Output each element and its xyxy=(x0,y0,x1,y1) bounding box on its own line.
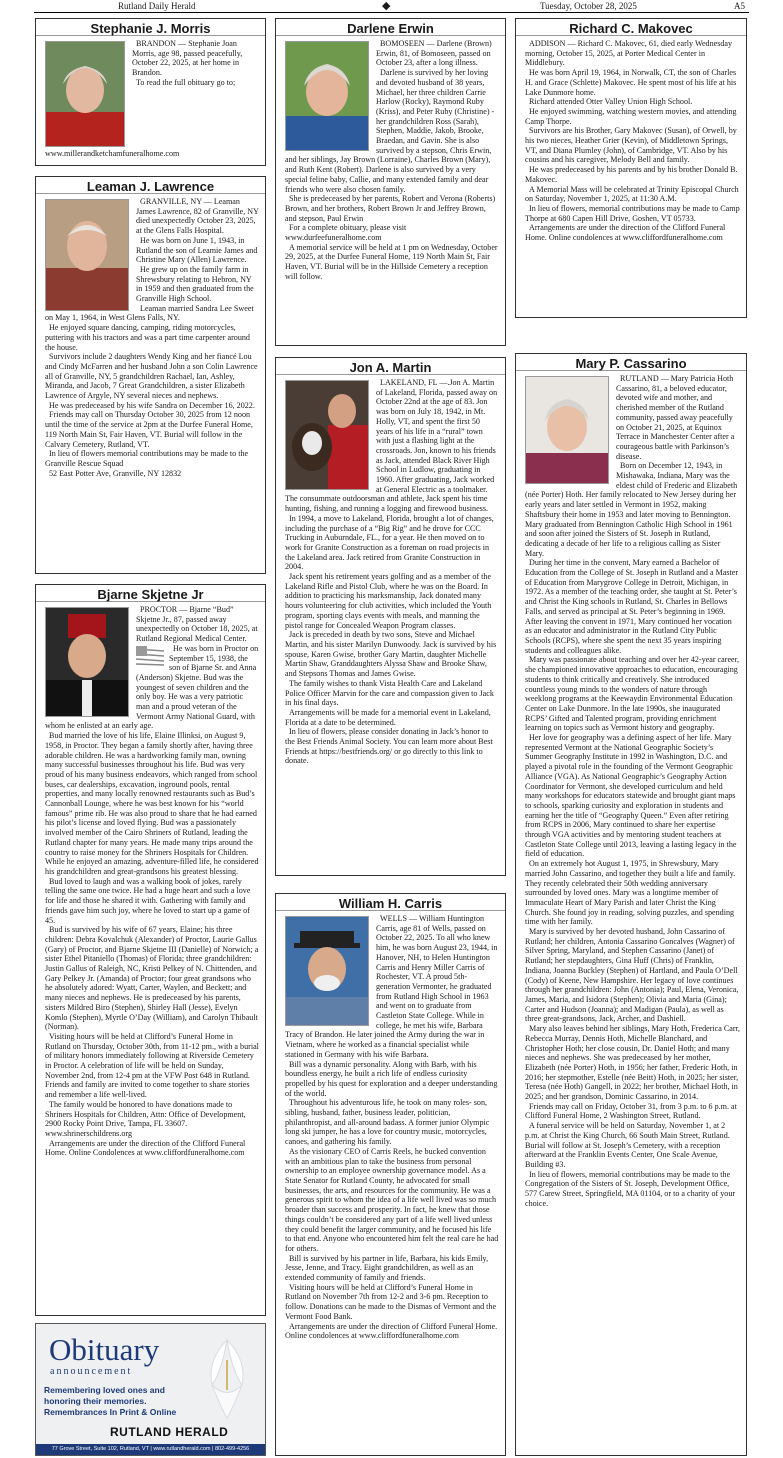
obit-paragraph: In lieu of flowers, memorial contributions may be made to Camp Thorpe at 680 Capen Hill Drive, Goshen, VT 05733. xyxy=(525,203,740,223)
obit-paragraph: Leaman married Sandra Lee Sweet on May 1, 1964, in West Glens Falls, NY. xyxy=(45,303,254,323)
obit-cassarino xyxy=(515,353,747,1456)
obit-paragraph: He was predeceased by his wife Sandra on December 16, 2022. xyxy=(49,400,255,410)
obit-title: Jon A. Martin xyxy=(276,358,505,375)
lily-flower-icon xyxy=(192,1330,262,1422)
obit-title: Bjarne Skjetne Jr xyxy=(36,585,265,602)
portrait-photo xyxy=(525,376,609,484)
portrait-photo xyxy=(285,916,369,1026)
obit-paragraph: In lieu of flowers, please consider donating in Jack’s honor to the Best Friends Animal Society. You can learn more about Best Friends at https://bestfriends.org/ or go directly to this link to donate. xyxy=(285,727,493,766)
obit-paragraph: Visiting hours will be held at Clifford’s Funeral Home in Rutland on Thursday, October 30th, from 11-12 pm., with a burial of military honors immediately following at Riverside Cemetery in Proctor. A celebration of life will be held on Sunday, November 2nd, from 12-4 pm at the VFW Post 648 in Rutland. Friends and family are invited to come together to share stories and remember a life well-lived. xyxy=(45,1031,259,1100)
obit-paragraph: Bud married the love of his life, Elaine Illinksi, on August 9, 1958, in Proctor. They began a family shortly after, having three adorable children. He was a hardworking family man, owning many successful businesses throughout his life. Bud was very proud of his many business endeavors, which ranged from school buses, car dealerships, excavation, inground pools, rental properties, and many locally renowned restaurants such as Bud’s Cannonball Lounge, where he was best known for his “world famous” prime rib. He was also proud to share that he had earned his pilot’s license and loved flying. Bud was a passionately involved member of the Cairo Shriners of Rutland, leading the Rutland chapter for many years. He made many trips around the country to raise money for the Shriners Hospitals for Children. While he enjoyed an amazing, adventure-filled life, he considered his grandchildren and great-grandsons his greatest blessing. xyxy=(45,731,259,876)
obit-paragraph: Survivors include 2 daughters Wendy King and her fiancé Lou and Cindy McFarren and her husband John a son Colin Lawrence all of Granville, NY, 5 grandchildren Rachael, Ian, Ashley, Miranda, and Jacob, 7 Great Grandchildren, a sister Elizabeth Lawrence of Argyle, NY several nieces and nephews. xyxy=(45,352,258,401)
obituary-announcement-ad[interactable] xyxy=(35,1323,266,1456)
obit-paragraph: Bill was a dynamic personality. Along with Barb, with his boundless energy, he built a rich life of endless curiosity propelled by his quest for exploration and a deeper understanding of the world. xyxy=(285,1059,498,1098)
obit-paragraph: Darlene is survived by her loving and devoted husband of 38 years, Michael, her three children Carrie Harlow (Rocky), Raymond Ruby (Kriss), and Peter Ruby (Christine) - her grandchildren Ross (Sarah), Stephen, Maddie, Jakob, Brooke, Braedan, and Gavin. She is also survived by a stepson, Chris Erwin, and her siblings, Jay Brown (Lorraine), Charles Brown (Mary), and Ruth Kent (Robert). Darlene is also survived by a very special feline baby, Callie, and many extended family and dear friends who were also chosen family. xyxy=(285,68,495,194)
obit-paragraph: On an extremely hot August 1, 1975, in Shrewsbury, Mary married John Cassarino, and together they built a life and family. They recently celebrated their 50th wedding anniversary surrounded by loved ones. Mary was a longtime member of Immaculate Heart of Mary Parish and later Christ the King Church. She found joy in reading, solving puzzles, and spending time with her family. xyxy=(525,859,736,927)
obit-paragraph: Mary is survived by her devoted husband, John Cassarino of Rutland; her children, Antonia Cassarino Goncalves (Wagner) of Silver Spring, Maryland, and Stephen Cassarino (Janet) of Rutland; her stepdaughters, Gina Huff (Chris) of Franklin, Indiana, Joanna Buckley (Stephen) of Hartland, and Paula O’Dell (Cody) of Keene, New Hampshire. Her legacy of love continues through her grandchildren: John (Antonia); Paul, Elena, Veronica, James, Maria, and Isidora (Stephen); Olivia and Maria (Gina); Carter and Hudson (Joanna); and Madigan (Paula), as well as three great-grandsons, Jack, Archer, and Dashiell. xyxy=(525,927,739,1024)
obit-paragraph: Bud loved to laugh and was a walking book of jokes, rarely telling the same one twice. He had a huge heart and such a love for life and those he shared it with. Gathering with family and friends gave him such joy, where he loved to start up a game of 45. xyxy=(45,876,251,925)
obit-paragraph: Bud is survived by his wife of 67 years, Elaine; his three children: Debra Kovalchuk (Alexander) of Proctor, Laurie Gallus (Gary) of Proctor, and Bjarne Skjetne III (Danielle) of Norwich; a sister Ethel Pitaniello (Thomas) of Florida; three grandchildren: Justin Gallus of Raleigh, NC, Kristi Pelkey of N. Chittenden, and Gary Pelkey Jr. (Amanda) of Proctor; four great grandsons who he absolutely adored: Wyatt, Carter, Waylen, and Beckett; and many nieces and nephews. He is predeceased by his parents, sisters Mildred Biro (Stephen), Shirley Hall (Jesse), Evelyn Komlo (Stephen), Myrtle O’Day (William), and Carolyn Thibault (Norman). xyxy=(45,925,259,1032)
obit-erwin xyxy=(275,18,506,346)
obit-paragraph: 52 East Potter Ave, Granville, NY 12832 xyxy=(49,468,182,478)
portrait-photo xyxy=(45,199,129,311)
obit-martin xyxy=(275,357,506,876)
obit-paragraph: Born on December 12, 1943, in Mishawaka, Indiana, Mary was the eldest child of Frederic and Elizabeth (née Porter) Hoth. Her family relocated to New Jersey during her early years and later settled in Vermont in 1952, making Shaftsbury their home in 1953 and later moving to Bennington. Mary graduated from Bennington Catholic High School in 1961 and soon after joined the Sisters of St. Joseph in Rutland, dedicating a decade of her life to a religious calling as Sister Mary. xyxy=(525,461,738,558)
obit-paragraph: Arrangements will be made for a memorial event in Lakeland, Florida at a date to be determined. xyxy=(285,707,491,727)
obit-body xyxy=(516,36,746,243)
obit-morris xyxy=(35,18,266,166)
paper-name: Rutland Daily Herald xyxy=(118,1,196,11)
obit-paragraph: He was predeceased by his parents and by his brother Donald B. Makovec. xyxy=(525,165,738,184)
obit-paragraph: The family would be honored to have donations made to Shriners Hospitals for Children, Attn: Office of Development, 2900 Rocky Point Drive, Tampa, FL 33607. www.shrinerschildrens.org xyxy=(45,1099,246,1138)
obit-paragraph: As the visionary CEO of Carris Reels, he bucked convention with an ambitious plan to take the business from personal ownership to an employee ownership governance model. As a State Senator for Rutland County, he advocated for small businesses, the arts, and resources for the community. He was a generous spirit to whom the idea of a life well lived was so much broader than success and prosperity. In fact, he knew that those things couldn’t be considered any part of a life well lived unless they could benefit the larger community, and he focused his life to that end. Anyone who encountered him felt the real care he had for others. xyxy=(285,1146,499,1253)
obit-paragraph: Friends may call on Friday, October 31, from 3 p.m. to 6 p.m. at Clifford Funeral Home, 2 Washington Street, Rutland. xyxy=(525,1101,737,1121)
obit-paragraph: Mary also leaves behind her siblings, Mary Hoth, Frederica Carr, Rebecca Murray, Dennis Hoth, Michelle Blanchard, and Christopher Hoth; her close cousin, Dr. Daniel Hoth; and many nieces and nephews. She was predeceased by her mother, Elizabeth (née Porter) Hoth, in 1956; her father, Frederic Hoth, in 2016; her stepmother, Estelle (née Beitt) Hoth, in 2025; her sister, Teresa (née Hoth) Gangell, in 2022; her brother, Michael Hoth, in 2025; and her grandson, Dominic Cassarino, in 2014. xyxy=(525,1024,740,1102)
obit-paragraph: A Memorial Mass will be celebrated at Trinity Episcopal Church on Saturday, November 1, 2025, at 11:30 A.M. xyxy=(525,184,739,204)
obit-paragraph: RUTLAND — Mary Patricia Hoth Cassarino, 81, a beloved educator, devoted wife and mother, and cherished member of the Rutland community, passed away peacefully on October 21, 2025, at Equinox Terrace in Manchester Center after a courageous battle with Parkinson’s disease. xyxy=(616,374,735,461)
obit-paragraph: For a complete obituary, please visit www.durfeefuneralhome.com xyxy=(285,223,407,243)
obit-paragraph: In lieu of flowers, memorial contributions may be made to the Congregation of the Sisters of St. Joseph, Development Office, 577 Carew Street, Springfield, MA 01104, or to a charity of your choice. xyxy=(525,1169,736,1208)
page-number: A5 xyxy=(734,1,745,11)
header-ornament: ◆ xyxy=(382,0,391,12)
obit-paragraph: Survivors are his Brother, Gary Makovec (Susan), of Orwell, by his two nieces, Heather Grier (Kevin), of Middletown Springs, VT, and Diana Plumley (John), of Cambridge, VT. Also by his cousins and his caregiver, Melody Bell and family. xyxy=(525,126,737,165)
obit-makovec xyxy=(515,18,747,318)
obit-paragraph: Throughout his adventurous life, he took on many roles- son, sibling, husband, father, business leader, politician, philanthropist, and all-around badass. A former junior Olympic long ski jumper, he has a love for country music, motorcycles, canoes, and gathering his family. xyxy=(285,1098,490,1147)
obit-title: Mary P. Cassarino xyxy=(516,354,746,371)
ad-footer: 77 Grove Street, Suite 102, Rutland, VT | www.rutlandherald.com | 802-499-4256 xyxy=(36,1444,265,1455)
obit-body xyxy=(36,194,265,478)
obit-body xyxy=(276,911,505,1341)
obit-paragraph: A funeral service will be held on Saturday, November 1, at 2 p.m. at Christ the King Church, 66 South Main Street, Rutland. Burial will follow at St. Joseph’s Cemetery, with a reception afterward at the Franklin Events Center, One Scale Avenue, Building #3. xyxy=(525,1121,730,1169)
obit-title: Leaman J. Lawrence xyxy=(36,177,265,194)
herald-logo: RUTLAND HERALD xyxy=(110,1425,229,1439)
obit-title: Stephanie J. Morris xyxy=(36,19,265,36)
us-flag-icon xyxy=(136,646,164,666)
obit-carris xyxy=(275,893,506,1456)
obit-title: Darlene Erwin xyxy=(276,19,505,36)
ad-subtitle: announcement xyxy=(50,1366,133,1377)
obit-paragraph: She is predeceased by her parents, Robert and Verona (Roberts) Brown, and her brothers, Robert Brown Jr and Jeffrey Brown, and stepson, Paul Erwin xyxy=(285,194,496,223)
obit-title: William H. Carris xyxy=(276,894,505,911)
obit-paragraph: Jack is preceded in death by two sons, Steve and Michael Martin, and his sister Marilyn Dunwoody. Jack is survived by his spouse, Karen Gwise, brother Gary Martin, daughter Michelle Martin Shaw, Granddaughters Alyssa Shaw and Brooke Shaw, and Stepsons Thomas and James Gwise. xyxy=(285,630,497,679)
obit-paragraph: He was born on June 1, 1943, in Rutland the son of Leamie James and Christine Mary (Allen) Lawrence. xyxy=(136,235,258,265)
page-header xyxy=(34,0,749,13)
ad-copy: Remembering loved ones and honoring their memories. Remembrances In Print & Online xyxy=(44,1385,177,1417)
obit-title: Richard C. Makovec xyxy=(516,19,746,36)
obit-body xyxy=(276,375,505,766)
obit-paragraph: Friends may call on Thursday October 30, 2025 from 12 noon until the time of the service at 2pm at the Durfee Funeral Home, 119 North Main St, Fair Haven, VT. Burial will follow in the Calvary Cemetery, Rutland, VT. xyxy=(45,410,253,449)
obit-paragraph: BOMOSEEN — Darlene (Brown) Erwin, 81, of Bomoseen, passed on October 23, after a long illness. xyxy=(376,39,492,68)
obit-paragraph: LAKELAND, FL —.Jon A. Martin of Lakeland, Florida, passed away on October 22nd at the age of 83. Jon was born on July 18, 1942, in Mt. Holly, VT, and spent the first 50 years of his life in a “rural” town with just a flashing light at the crossroads. Jon, known to his friends as Jack, attended Black River High School in Ludlow, graduating in 1960. After graduating, Jack worked at General Electric as a toolmaker. The consummate outdoorsman and athlete, Jack spent his time hunting, fishing, and running a logging and firewood business. xyxy=(285,378,498,514)
obit-paragraph: He enjoyed swimming, watching western movies, and attending Camp Thorpe. xyxy=(525,106,737,126)
obit-paragraph: PROCTOR — Bjarne “Bud” Skjetne Jr., 87, passed away unexpectedly on October 18, 2025, at Rutland Regional Medical Center. xyxy=(136,605,258,644)
obit-lawrence xyxy=(35,176,266,574)
obit-paragraph: Richard attended Otter Valley Union High School. xyxy=(529,97,693,107)
obit-paragraph: To read the full obituary go to; www.millerandketchamfuneralhome.com xyxy=(45,77,236,158)
obit-paragraph: BRANDON — Stephanie Joan Morris, age 98, passed peacefully, October 22, 2025, at her home in Brandon. xyxy=(132,39,243,78)
obit-paragraph: In 1994, a move to Lakeland, Florida, brought a lot of changes, including the purchase of a “Big Rig” and he drove for CCC Trucking in Auburndale, FL., for a year. He then moved on to work for Granite Construction as a foreman on road projects in the Lakeland area. Jack retired from Granite Construction in 2004. xyxy=(285,513,494,572)
portrait-photo xyxy=(45,41,125,147)
issue-date: Tuesday, October 28, 2025 xyxy=(540,1,637,11)
obit-paragraph: He grew up on the family farm in Shrewsbury relating to Hebron, NY in 1959 and then graduated from the Granville High School. xyxy=(136,264,254,304)
obit-paragraph: Her love for geography was a defining aspect of her life. Mary represented Vermont at the National Geographic Society’s Summer Geography Institute in 1992 in Washington, D.C. and played a pivotal role in the founding of the Vermont Geographic Alliance (VGA). As National Geographic’s Geography Action Coordinator for Vermont, she developed curriculum and held many workshops for educators statewide and brought giant maps to schools, sparking curiosity and exploration in students and earning her the title of “Geography Queen.” Even after retiring from RCPS in 2006, Mary continued to share her expertise through VGA activities and by mentoring student teachers at Castleton State College until 2013, leaving a lasting legacy in the field of education. xyxy=(525,733,737,859)
portrait-photo xyxy=(285,380,369,490)
obit-paragraph: GRANVILLE, NY — Leaman James Lawrence, 82 of Granville, NY died unexpectedly October 23, 2025, at the Glens Falls Hospital. xyxy=(136,197,259,236)
obit-paragraph: ADDISON — Richard C. Makovec, 61, died early Wednesday morning, October 15, 2025, at Porter Medical Center in Middlebury. xyxy=(525,39,733,68)
obit-paragraph: A memorial service will be held at 1 pm on Wednesday, October 29, 2025, at the Durfee Funeral Home, 119 North Main St, Fair Haven, VT. Burial will be in the Hillside Cemetery a reception will follow. xyxy=(285,242,498,281)
obit-paragraph: Arrangements are under the direction of Clifford Funeral Home. Online condolences at www.cliffordfuneralhome.com xyxy=(285,1321,498,1341)
obit-paragraph: He was born April 19, 1964, in Norwalk, CT, the son of Charles H. and Grace (Schlette) Makovec. He spent most of his life at his Lake Dunmore home. xyxy=(525,68,737,97)
obit-paragraph: Arrangements are under the direction of the Clifford Funeral Home. Online condolences at www.cliffordfuneralhome.com xyxy=(525,223,726,243)
obit-skjetne xyxy=(35,584,266,1316)
obit-paragraph: WELLS — William Huntington Carris, age 81 of Wells, passed on October 22, 2025. To all who knew him, he was born August 23, 1944, in Hanover, NH, to Helen Huntington Carris and Henry Miller Carris of Rochester, VT. A proud 5th-generation Vermonter, he graduated from Rutland High School in 1963 and went on to graduate from Castleton State College. While in college, he met his wife, Barbara Tracy of Brandon. He later joined the Army during the war in Vietnam, where he worked as a financial specialist while stationed in Germany with his wife Barbara. xyxy=(285,914,498,1059)
portrait-photo xyxy=(45,607,129,717)
ad-title: Obituary xyxy=(49,1332,160,1367)
obit-paragraph: Visiting hours will be held at Clifford’s Funeral Home in Rutland on November 7th from 12-2 and 3-6 pm. Reception to follow. Donations can be made to the Dismas of Vermont and the Vermont Food Bank. xyxy=(285,1282,497,1321)
obit-body xyxy=(36,602,265,1158)
obit-paragraph: The family wishes to thank Vista Health Care and Lakeland Police Officer Marvin for the care and compassion given to Jack in his final days. xyxy=(285,678,494,708)
obit-paragraph: In lieu of flowers memorial contributions may be made to the Granville Rescue Squad xyxy=(45,449,249,468)
obit-paragraph: Jack spent his retirement years golfing and as a member of the Lakeland Rifle and Pistol Club, where he was on the Board. In addition to practicing his marksmanship, Jack donated many hours volunteering for club activities, which included the Youth program, sporting clays events with meals, and manning the pistol range for Concealed Weapon Program classes. xyxy=(285,572,492,630)
obit-paragraph: During her time in the convent, Mary earned a Bachelor of Education from the College of St. Joseph in Rutland and a Master of Education from Marygrove College in Detroit, Michigan, in 1972. As a member of the teaching order, she taught at St. Peter’s and Christ the King schools in Rutland, St. Charles in Bellows Falls, and served as principal at St. Peter’s beginning in 1969. After leaving the convent in 1971, Mary continued her vocation as an educator and administrator in the Rutland City Public Schools (RCPS), where she spent the next 35 years inspiring students and colleagues alike. xyxy=(525,558,739,655)
obit-paragraph: He enjoyed square dancing, camping, riding motorcycles, puttering with his tractors and was a part time carpenter around the house. xyxy=(45,323,250,352)
obit-body xyxy=(276,36,505,282)
obit-paragraph: He was born in Proctor on September 15, 1938, the son of Bjarne Sr. and Anna (Anderson) Skjetne. Bud was the youngest of seven children and the only boy. He was a very patriotic man and a proud veteran of the Vermont Army National Guard, with whom he enlisted at an early age. xyxy=(45,643,259,731)
obit-paragraph: Arrangements are under the direction of the Clifford Funeral Home. Online Condolences at www.cliffordfuneralhome.com xyxy=(45,1138,246,1158)
obit-paragraph: Bill is survived by his partner in life, Barbara, his kids Emily, Jesse, Jenne, and Tracy. Eight grandchildren, as well as an extended community of family and friends. xyxy=(285,1253,489,1283)
portrait-photo xyxy=(285,41,369,151)
obit-paragraph: Mary was passionate about teaching and over her 42-year career, she championed innovative approaches to education, encouraging students to think critically and creatively. She introduced countless young minds to the wonders of nature through weeklong programs at the Keewaydin Environmental Education Center on Lake Dunmore. In the late 1990s, she inaugurated RCPS’ Gifted and Talented program, providing enrichment learning on topics such as Vermont history and geography. xyxy=(525,655,740,733)
obit-body xyxy=(36,36,265,159)
obit-body xyxy=(516,371,746,1208)
